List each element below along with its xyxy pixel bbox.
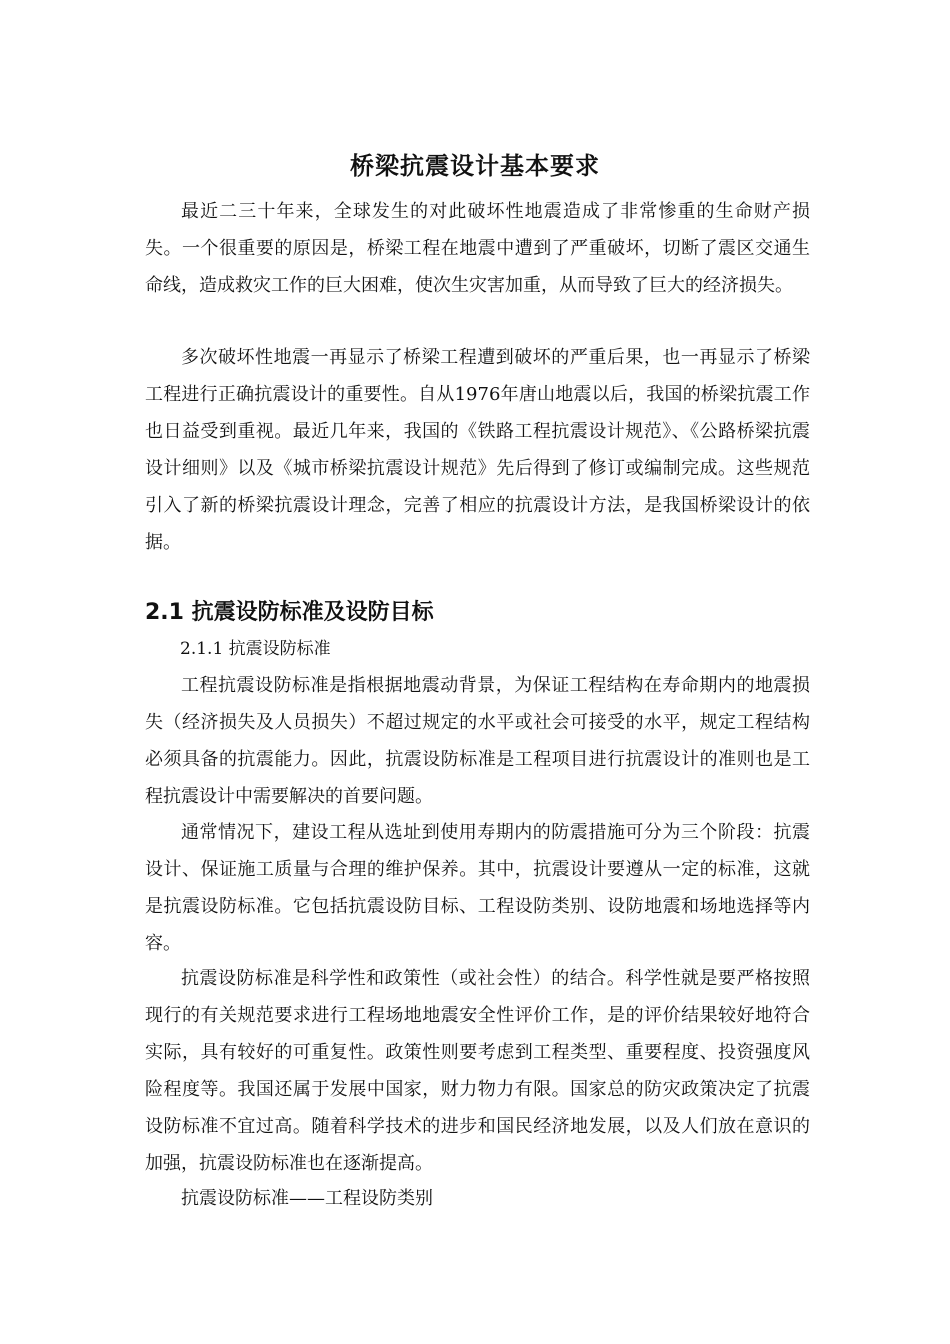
document-title: 桥梁抗震设计基本要求 <box>350 152 600 180</box>
subsection-heading: 2.1.1 抗震设防标准 <box>180 639 331 659</box>
section-heading: 2.1 抗震设防标准及设防目标 <box>145 600 434 625</box>
intro-paragraph-2: 多次破坏性地震一再显示了桥梁工程遭到破坏的严重后果，也一再显示了桥梁工程进行正确抗震设计的重要性。自从1976年唐山地震以后，我国的桥梁抗震工作也日益受到重视。最近几年来，我国的《铁路工程抗震设计规范》、《公路桥梁抗震设计细则》以及《城市桥梁抗震设计规范》先后得到了修订或编制完成。这些规范引入了新的桥梁抗震设计理念，完善了相应的抗震设计方法，是我国桥梁设计的依据。 <box>145 347 810 553</box>
section-paragraph-3: 抗震设防标准是科学性和政策性（或社会性）的结合。科学性就是要严格按照现行的有关规范要求进行工程场地地震安全性评价工作，是的评价结果较好地符合实际，具有较好的可重复性。政策性则要考虑到工程类型、重要程度、投资强度风险程度等。我国还属于发展中国家，财力物力有限。国家总的防灾政策决定了抗震设防标准不宜过高。随着科学技术的进步和国民经济地发展，以及人们放在意识的加强，抗震设防标准也在逐渐提高。 <box>145 968 810 1174</box>
section-last-line: 抗震设防标准——工程设防类别 <box>181 1188 433 1209</box>
section-paragraph-2: 通常情况下，建设工程从选址到使用寿期内的防震措施可分为三个阶段：抗震设计、保证施工质量与合理的维护保养。其中，抗震设计要遵从一定的标准，这就是抗震设防标准。它包括抗震设防目标、工程设防类别、设防地震和场地选择等内容。 <box>145 822 810 954</box>
section-paragraph-1: 工程抗震设防标准是指根据地震动背景，为保证工程结构在寿命期内的地震损失（经济损失及人员损失）不超过规定的水平或社会可接受的水平，规定工程结构必须具备的抗震能力。因此，抗震设防标准是工程项目进行抗震设计的准则也是工程抗震设计中需要解决的首要问题。 <box>145 675 810 807</box>
intro-paragraph-1: 最近二三十年来，全球发生的对此破坏性地震造成了非常惨重的生命财产损失。一个很重要的原因是，桥梁工程在地震中遭到了严重破坏，切断了震区交通生命线，造成救灾工作的巨大困难，使次生灾害加重，从而导致了巨大的经济损失。 <box>145 201 810 296</box>
